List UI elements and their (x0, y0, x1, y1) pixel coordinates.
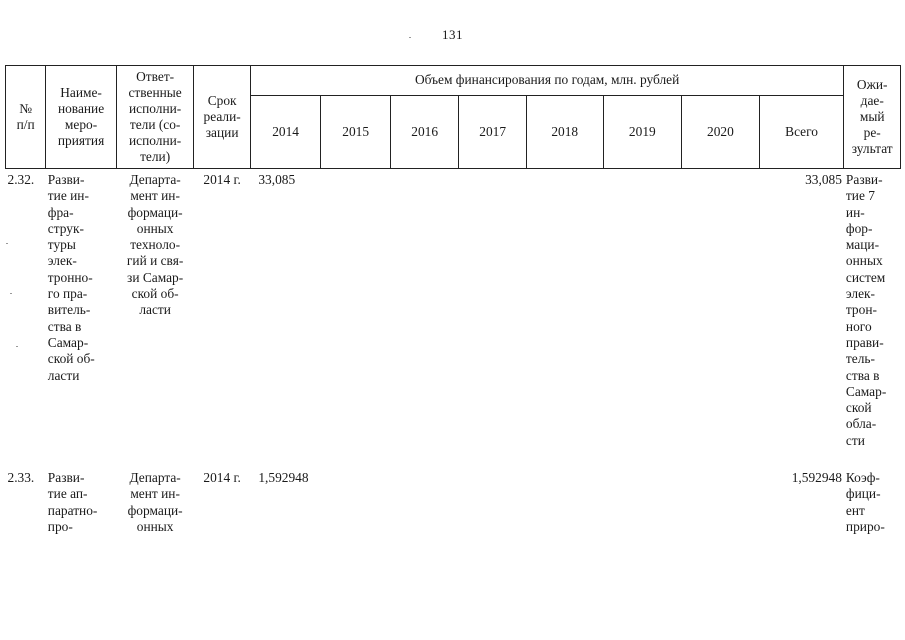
row-name-line: струк- (47, 220, 84, 236)
header-year-2017: 2017 (459, 96, 527, 169)
header-result-line: Ожи- (856, 77, 888, 92)
row-name-line: Разви- (47, 470, 85, 485)
row-result-line: маци- (845, 237, 880, 253)
row-value-2020 (682, 467, 760, 550)
row-num: 2.32. (7, 172, 35, 187)
row-term: 2014 г. (203, 172, 241, 187)
row-name (46, 467, 117, 550)
row-value-2017 (459, 169, 527, 468)
row-responsible-line: онных (136, 220, 174, 236)
financing-table (5, 65, 901, 550)
header-financing-group: Объем финансирования по годам, млн. рублей (250, 66, 844, 96)
header-name (46, 66, 117, 169)
page-number: 131 (442, 27, 463, 42)
header-year-2018: 2018 (526, 96, 603, 169)
header-responsible-line: исполни- (128, 133, 182, 148)
row-result-line: фици- (845, 486, 881, 502)
row-name-line: фра- (47, 204, 74, 220)
scan-speck (409, 37, 411, 38)
row-value-2018 (526, 467, 603, 550)
header-term (194, 66, 250, 169)
row-name-line: тронно- (47, 269, 93, 285)
header-name-line: приятия (57, 133, 105, 148)
row-name-line: тие ин- (47, 188, 89, 204)
row-result-line: Разви- (845, 172, 883, 187)
row-responsible-line: онных (136, 518, 174, 534)
row-result-line: Самар- (845, 383, 887, 399)
header-result-line: зультат (851, 141, 893, 156)
row-name-line: элек- (47, 253, 77, 269)
header-responsible-line: тели) (140, 149, 171, 164)
row-responsible-line: формаци- (127, 502, 183, 518)
row-result-line: фор- (845, 220, 873, 236)
row-name-line: тие ап- (47, 486, 88, 502)
header-result-line: ре- (863, 125, 881, 140)
row-result-line: сти (845, 432, 865, 448)
header-responsible-line: Ответ- (136, 69, 175, 84)
row-value-total: 1,592948 (791, 470, 842, 485)
header-result (844, 66, 901, 169)
row-name-line: ской об- (47, 351, 95, 367)
header-responsible (116, 66, 194, 169)
row-result-line: ного (845, 318, 872, 334)
header-year-2015: 2015 (321, 96, 391, 169)
row-value-2014: 33,085 (258, 172, 296, 187)
row-value-2017 (459, 467, 527, 550)
row-value-2016 (390, 467, 459, 550)
row-name-line: витель- (47, 302, 91, 318)
row-name-line: го пра- (47, 286, 88, 302)
header-responsible-line: тели (со- (129, 117, 181, 132)
row-result-line: онных (845, 253, 883, 269)
header-num-line: № (19, 101, 33, 116)
header-result-line: дае- (860, 93, 884, 108)
row-name-line: Разви- (47, 172, 85, 187)
header-term-line: Срок (207, 93, 237, 108)
header-num-line: п/п (16, 117, 35, 132)
row-responsible-line: техноло- (130, 237, 181, 253)
row-value-total: 33,085 (805, 172, 842, 187)
row-value-2019 (603, 467, 682, 550)
header-term-line: зации (205, 125, 239, 140)
row-result-line: ин- (845, 204, 865, 220)
row-result (844, 169, 901, 468)
row-name-line: про- (47, 518, 73, 534)
row-name-line: туры (47, 237, 76, 253)
row-value-2018 (526, 169, 603, 468)
row-result-line: приро- (845, 518, 885, 534)
header-result-line: мый (859, 109, 885, 124)
row-name-line: паратно- (47, 502, 98, 518)
row-value-2019 (603, 169, 682, 468)
header-year-2014: 2014 (250, 96, 321, 169)
row-responsible-line: мент ин- (130, 486, 180, 502)
row-responsible-line: Департа- (129, 172, 181, 187)
row-responsible-line: гий и свя- (126, 253, 184, 269)
header-responsible-line: ственные (128, 85, 182, 100)
row-responsible (116, 169, 194, 468)
row-name-line: Самар- (47, 334, 89, 350)
row-term: 2014 г. (203, 470, 241, 485)
header-responsible-line: исполни- (128, 101, 182, 116)
row-value-2015 (321, 467, 391, 550)
row-result-line: прави- (845, 334, 884, 350)
financing-table-wrapper (5, 65, 901, 550)
row-value-2016 (390, 169, 459, 468)
row-result-line: тие 7 (845, 188, 875, 204)
header-num (6, 66, 46, 169)
row-name (46, 169, 117, 468)
row-name-line: ласти (47, 367, 80, 383)
row-responsible (116, 467, 194, 550)
header-year-2016: 2016 (390, 96, 459, 169)
row-result-line: систем (845, 269, 886, 285)
row-responsible-line: ской об- (131, 286, 179, 302)
row-result-line: обла- (845, 416, 877, 432)
header-name-line: меро- (64, 117, 98, 132)
header-year-2020: 2020 (682, 96, 760, 169)
row-result-line: трон- (845, 302, 877, 318)
row-value-2015 (321, 169, 391, 468)
row-responsible-line: Департа- (129, 470, 181, 485)
header-name-line: Наиме- (60, 85, 102, 100)
table-row (6, 169, 901, 468)
row-result (844, 467, 901, 550)
row-result-line: ской (845, 400, 872, 416)
row-num: 2.33. (7, 470, 35, 485)
header-term-line: реали- (203, 109, 241, 124)
header-year-2019: 2019 (603, 96, 682, 169)
row-result-line: элек- (845, 286, 876, 302)
row-value-2014: 1,592948 (258, 470, 309, 485)
row-result-line: ент (845, 502, 865, 518)
row-responsible-line: зи Самар- (127, 269, 184, 285)
header-total: Всего (759, 96, 844, 169)
row-result-line: ства в (845, 367, 880, 383)
row-result-line: Коэф- (845, 470, 880, 485)
header-name-line: нование (57, 101, 105, 116)
row-responsible-line: мент ин- (130, 188, 180, 204)
row-value-2020 (682, 169, 760, 468)
row-responsible-line: формаци- (127, 204, 183, 220)
row-responsible-line: ласти (139, 302, 171, 318)
row-name-line: ства в (47, 318, 82, 334)
row-result-line: тель- (845, 351, 875, 367)
table-row (6, 467, 901, 550)
